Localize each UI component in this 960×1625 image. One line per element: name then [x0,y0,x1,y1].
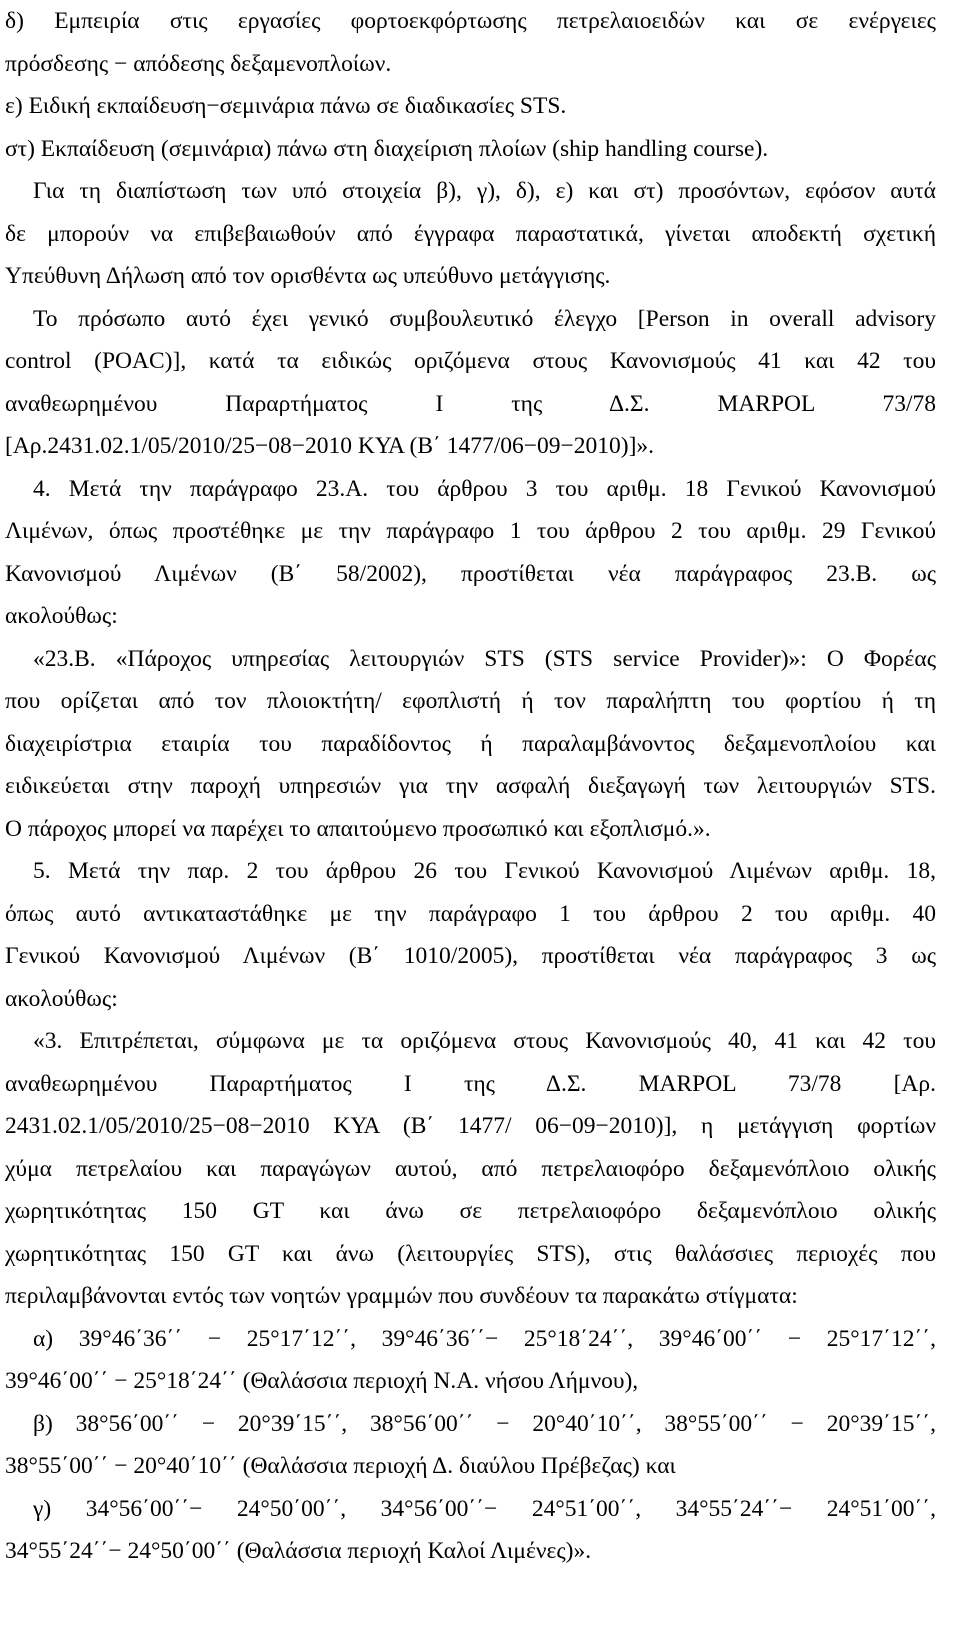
paragraph-5-line-4: [Αρ.2431.02.1/05/2010/25−08−2010 ΚΥΑ (Β΄ 1477/06−09−2010)]». [5,433,655,459]
paragraph-2-line-1: ε) Ειδική εκπαίδευση−σεμινάρια πάνω σε διαδικασίες STS. [5,93,567,119]
paragraph-7-line-1: «23.Β. «Πάροχος υπηρεσίας λειτουργιών STS (STS service Provider)»: Ο Φορέας [33,645,936,672]
paragraph-10-line-1: α) 39°46΄36΄΄ − 25°17΄12΄΄, 39°46΄36΄΄− 25°18΄24΄΄, 39°46΄00΄΄ − 25°17΄12΄΄, [33,1325,936,1352]
paragraph-9-line-1: «3. Επιτρέπεται, σύμφωνα με τα οριζόμενα στους Κανονισμούς 40, 41 και 42 του [33,1028,936,1054]
paragraph-6-line-1: 4. Μετά την παράγραφο 23.Α. του άρθρου 3 του αριθμ. 18 Γενικού Κανονισμού [33,475,936,502]
paragraph-8-line-3: Γενικού Κανονισμού Λιμένων (Β΄ 1010/2005), προστίθεται νέα παράγραφος 3 ως [5,943,936,969]
paragraph-6-line-4: ακολούθως: [5,603,118,629]
paragraph-1-line-2: πρόσδεσης − απόδεσης δεξαμενοπλοίων. [5,50,392,77]
paragraph-9-line-4: χύμα πετρελαίου και παραγώγων αυτού, από πετρελαιοφόρο δεξαμενόπλοιο ολικής [5,1155,936,1182]
paragraph-9-line-5: χωρητικότητας 150 GT και άνω σε πετρελαιοφόρο δεξαμενόπλοιο ολικής [5,1198,936,1224]
paragraph-11-line-2: 38°55΄00΄΄ − 20°40΄10΄΄ (Θαλάσσια περιοχή Δ. διαύλου Πρέβεζας) και [5,1453,676,1479]
paragraph-5-line-2: control (POAC)], κατά τα ειδικώς οριζόμενα στους Κανονισμούς 41 και 42 του [5,348,936,374]
paragraph-1-line-1: δ) Εμπειρία στις εργασίες φορτοεκφόρτωσης πετρελαιοειδών και σε ενέργειες [5,8,936,34]
paragraph-8-line-2: όπως αυτό αντικαταστάθηκε με την παράγραφο 1 του άρθρου 2 του αριθμ. 40 [5,900,936,927]
paragraph-12-line-2: 34°55΄24΄΄− 24°50΄00΄΄ (Θαλάσσια περιοχή Καλοί Λιμένες)». [5,1538,592,1564]
paragraph-12-line-1: γ) 34°56΄00΄΄− 24°50΄00΄΄, 34°56΄00΄΄− 24°51΄00΄΄, 34°55΄24΄΄− 24°51΄00΄΄, [33,1495,936,1522]
paragraph-9-line-6: χωρητικότητας 150 GT και άνω (λειτουργίες STS), στις θαλάσσιες περιοχές που [5,1240,936,1267]
paragraph-11-line-1: β) 38°56΄00΄΄ − 20°39΄15΄΄, 38°56΄00΄΄ − 20°40΄10΄΄, 38°55΄00΄΄ − 20°39΄15΄΄, [33,1410,936,1437]
paragraph-6-line-3: Κανονισμού Λιμένων (Β΄ 58/2002), προστίθεται νέα παράγραφος 23.Β. ως [5,560,936,587]
paragraph-7-line-4: ειδικεύεται στην παροχή υπηρεσιών για την ασφαλή διεξαγωγή των λειτουργιών STS. [5,773,936,799]
paragraph-3-line-1: στ) Εκπαίδευση (σεμινάρια) πάνω στη διαχείριση πλοίων (ship handling course). [5,135,769,162]
paragraph-9-line-3: 2431.02.1/05/2010/25−08−2010 ΚΥΑ (Β΄ 1477/ 06−09−2010)], η μετάγγιση φορτίων [5,1113,936,1139]
paragraph-7-line-2: που ορίζεται από τον πλοιοκτήτη/ εφοπλιστή ή τον παραλήπτη του φορτίου ή τη [5,688,936,714]
paragraph-9-line-2: αναθεωρημένου Παραρτήματος Ι της Δ.Σ. MARPOL 73/78 [Αρ. [5,1070,936,1097]
paragraph-8-line-1: 5. Μετά την παρ. 2 του άρθρου 26 του Γενικού Κανονισμού Λιμένων αριθμ. 18, [33,858,936,884]
paragraph-10-line-2: 39°46΄00΄΄ − 25°18΄24΄΄ (Θαλάσσια περιοχή Ν.Α. νήσου Λήμνου), [5,1368,639,1394]
paragraph-7-line-5: Ο πάροχος μπορεί να παρέχει το απαιτούμενο προσωπικό και εξοπλισμό.». [5,815,711,842]
paragraph-5-line-1: Το πρόσωπο αυτό έχει γενικό συμβουλευτικό έλεγχο [Person in overall advisory [33,305,936,332]
paragraph-4-line-3: Υπεύθυνη Δήλωση από τον ορισθέντα ως υπεύθυνο μετάγγισης. [5,263,611,289]
paragraph-8-line-4: ακολούθως: [5,985,118,1012]
paragraph-4-line-2: δε μπορούν να επιβεβαιωθούν από έγγραφα παραστατικά, γίνεται αποδεκτή σχετική [5,220,936,247]
paragraph-5-line-3: αναθεωρημένου Παραρτήματος Ι της Δ.Σ. MARPOL 73/78 [5,390,936,417]
paragraph-7-line-3: διαχειρίστρια εταιρία του παραδίδοντος ή παραλαμβάνοντος δεξαμενοπλοίου και [5,730,936,757]
paragraph-4-line-1: Για τη διαπίστωση των υπό στοιχεία β), γ), δ), ε) και στ) προσόντων, εφόσον αυτά [33,178,936,204]
paragraph-6-line-2: Λιμένων, όπως προστέθηκε με την παράγραφο 1 του άρθρου 2 του αριθμ. 29 Γενικού [5,518,936,544]
paragraph-9-line-7: περιλαμβάνονται εντός των νοητών γραμμών που συνδέουν τα παρακάτω στίγματα: [5,1283,798,1309]
